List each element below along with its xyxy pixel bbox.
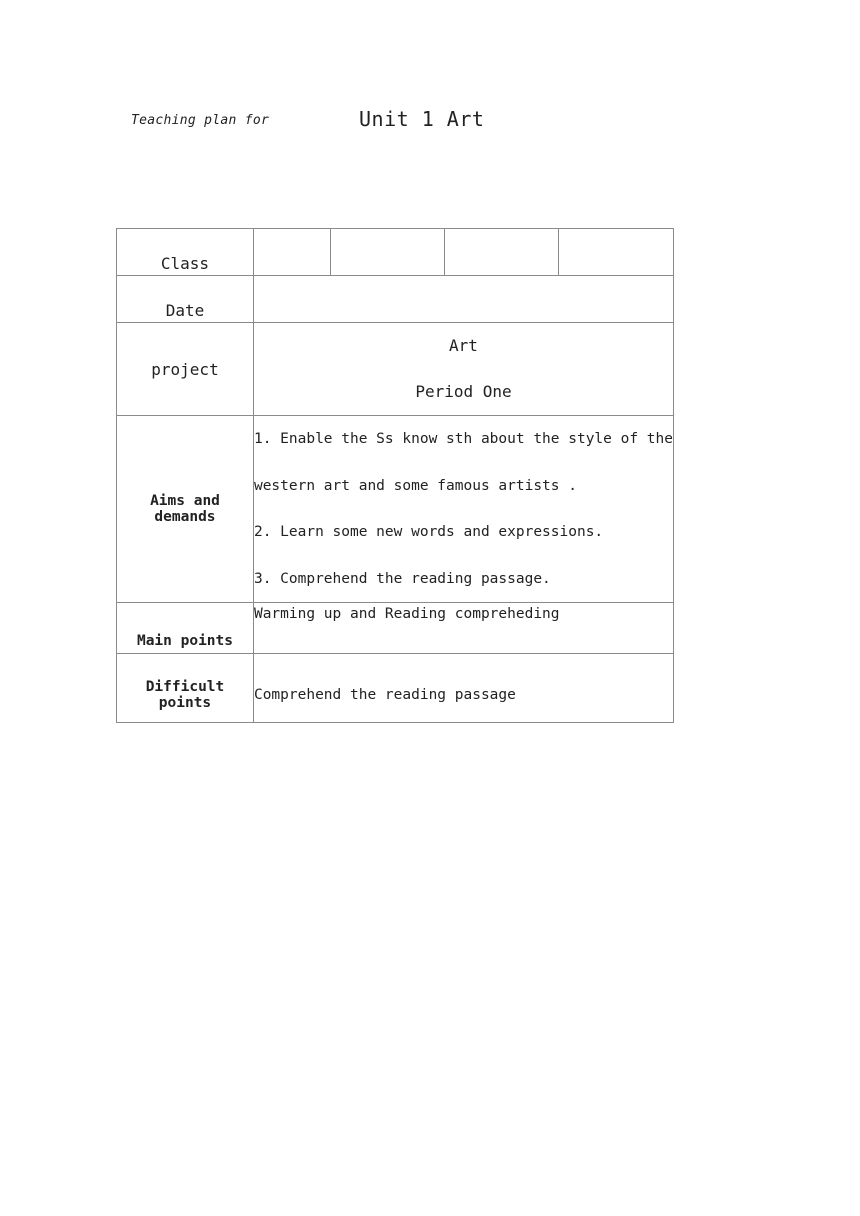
aims-line: 2. Learn some new words and expressions.: [253, 524, 604, 540]
project-value-cell: [253, 323, 673, 416]
project-label-cell: [117, 323, 254, 416]
main-points-value: Warming up and Reading compreheding: [253, 603, 673, 654]
class-label-cell: [117, 229, 254, 276]
difficult-points-label: Difficult points: [145, 679, 225, 711]
aims-label: Aims and demands: [150, 493, 220, 525]
aims-row: [117, 416, 674, 603]
class-cell-1: [253, 229, 330, 276]
project-line: Period One: [415, 382, 512, 401]
aims-line: 3. Comprehend the reading passage.: [253, 570, 551, 587]
main-points-row: [117, 603, 674, 654]
class-cell-4: [558, 229, 673, 276]
aims-line: western art and some famous artists .: [253, 477, 577, 494]
aims-line: 1. Enable the Ss know sth about the style of the: [253, 431, 673, 447]
main-label-cell: [117, 603, 254, 654]
difficult-points-value: Comprehend the reading passage: [253, 654, 673, 723]
teaching-plan-table: [116, 228, 674, 723]
plan-title: Unit 1 Art: [359, 107, 485, 131]
project-line: Art: [449, 336, 478, 355]
project-label: project: [151, 359, 219, 379]
difficult-points-row: [117, 654, 674, 723]
main-points-label: Main points: [136, 633, 233, 649]
class-cell-3: [444, 229, 558, 276]
date-row: [117, 276, 674, 323]
date-label: Date: [165, 301, 205, 320]
class-cell-2: [330, 229, 444, 276]
class-label: Class: [160, 254, 210, 273]
class-row: [117, 229, 674, 276]
plan-subtitle: Teaching plan for: [131, 113, 270, 128]
project-row: [117, 323, 674, 416]
date-label-cell: [117, 276, 254, 323]
date-value-cell: [253, 276, 673, 323]
aims-value-cell: [253, 416, 673, 603]
difficult-label-cell: [117, 654, 254, 723]
aims-label-cell: [117, 416, 254, 603]
